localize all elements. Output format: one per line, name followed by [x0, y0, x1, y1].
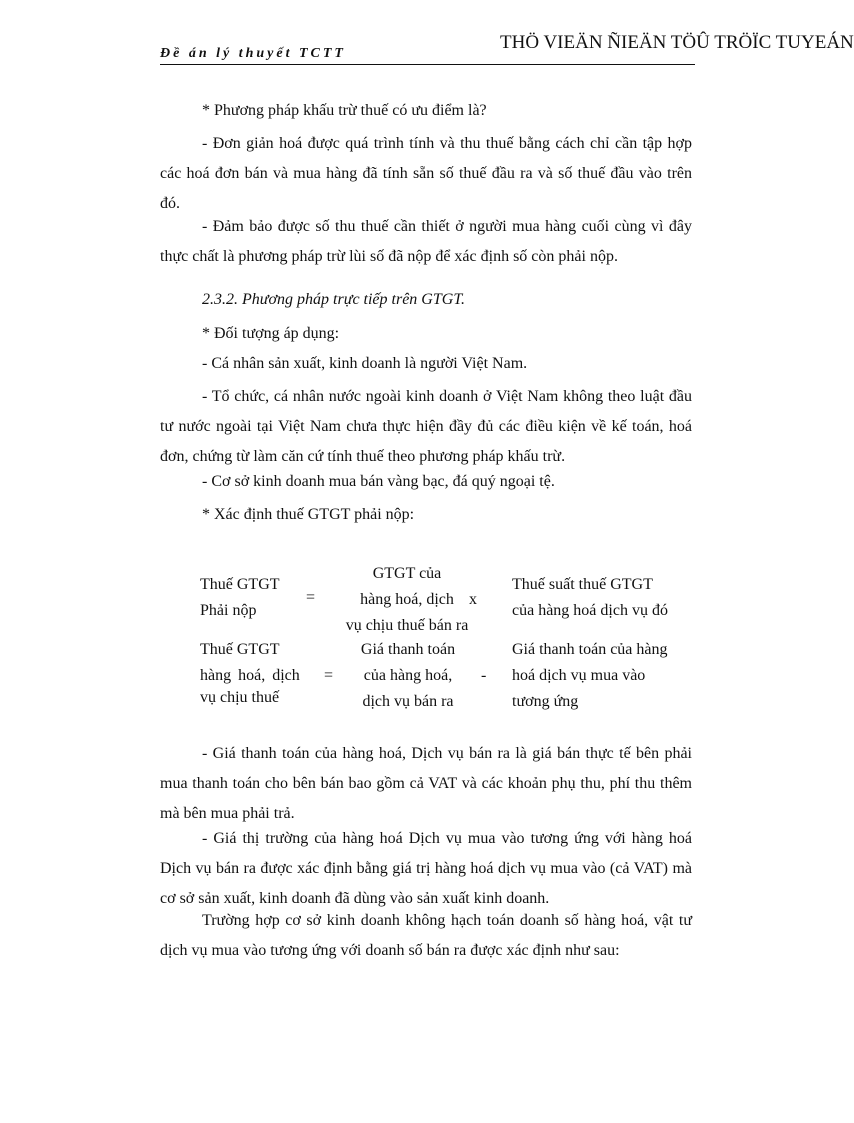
formula-1-mid-line-3: vụ chịu thuế bán ra [345, 617, 469, 634]
formula-1-mid-line-2: hàng hoá, dịch [360, 591, 454, 608]
formula-2-lhs-line-3: vụ chịu thuế [200, 689, 280, 706]
header-rule [160, 64, 695, 65]
paragraph-6: - Cá nhân sản xuất, kinh doanh là người Việt Nam. [202, 355, 528, 372]
formula-2-lhs-line-1: Thuế GTGT [200, 641, 280, 658]
formula-2-operator: - [481, 667, 487, 684]
paragraph-8: - Cơ sở kinh doanh mua bán vàng bạc, đá quý ngoại tệ. [202, 473, 555, 490]
formula-1-mid-line-1: GTGT của [372, 565, 442, 582]
paragraph-1: * Phương pháp khấu trừ thuế có ưu điểm là? [202, 102, 487, 119]
paragraph-9: * Xác định thuế GTGT phải nộp: [202, 506, 415, 523]
header-right-title: THÖ VIEÄN ÑIEÄN TÖÛ TRÖÏC TUYEÁN [500, 32, 854, 53]
formula-2-mid-line-1: Giá thanh toán [360, 641, 456, 658]
formula-1-lhs-line-1: Thuế GTGT [200, 576, 280, 593]
formula-2-mid-line-2: của hàng hoá, [363, 667, 453, 684]
paragraph-2: - Đơn giản hoá được quá trình tính và thu thuế bằng cách chỉ cần tập hợp các hoá đơn bán và mua hàng đã tính sẵn số thuế đầu ra và số thuế đầu vào trên đó. [160, 135, 692, 212]
header-left-title: Đề án lý thuyết TCTT [160, 46, 346, 61]
formula-2-rhs-line-1: Giá thanh toán của hàng [512, 641, 668, 658]
formula-1-lhs-line-2: Phải nộp [200, 602, 257, 619]
formula-2-rhs-line-3: tương ứng [512, 693, 579, 710]
formula-2-lhs-line-2: hàng hoá, dịch [200, 667, 300, 684]
formula-1-rhs-line-2: của hàng hoá dịch vụ đó [512, 602, 668, 619]
paragraph-3: - Đảm bảo được số thu thuế cần thiết ở người mua hàng cuối cùng vì đây thực chất là phương pháp trừ lùi số đã nộp để xác định số còn phải nộp. [160, 218, 692, 265]
section-heading: 2.3.2. Phương pháp trực tiếp trên GTGT. [202, 291, 466, 308]
formula-1-operator: x [469, 591, 477, 608]
formula-2-mid-line-3: dịch vụ bán ra [362, 693, 454, 710]
formula-1-rhs-line-1: Thuế suất thuế GTGT [512, 576, 653, 593]
paragraph-11: - Giá thị trường của hàng hoá Dịch vụ mua vào tương ứng với hàng hoá Dịch vụ bán ra được xác định bằng giá trị hàng hoá dịch vụ mua vào (cả VAT) mà cơ sở sản xuất, kinh doanh đã dùng vào sản xuất kinh doanh. [160, 830, 692, 907]
formula-1-equals: = [306, 589, 316, 606]
paragraph-10: - Giá thanh toán của hàng hoá, Dịch vụ bán ra là giá bán thực tế bên phải mua thanh toán cho bên bán bao gồm cả VAT và các khoản phụ thu, phí thu thêm mà bên mua phải trả. [160, 745, 692, 822]
formula-2-rhs-line-2: hoá dịch vụ mua vào [512, 667, 646, 684]
paragraph-5: * Đối tượng áp dụng: [202, 325, 340, 342]
paragraph-7: - Tổ chức, cá nhân nước ngoài kinh doanh ở Việt Nam không theo luật đầu tư nước ngoài tại Việt Nam chưa thực hiện đầy đủ các điều kiện về kế toán, hoá đơn, chứng từ làm căn cứ tính thuế theo phương pháp khấu trừ. [160, 388, 692, 465]
paragraph-12: Trường hợp cơ sở kinh doanh không hạch toán doanh số hàng hoá, vật tư dịch vụ mua vào tương ứng với doanh số bán ra được xác định như sau: [160, 912, 692, 959]
formula-2-equals: = [324, 667, 334, 684]
